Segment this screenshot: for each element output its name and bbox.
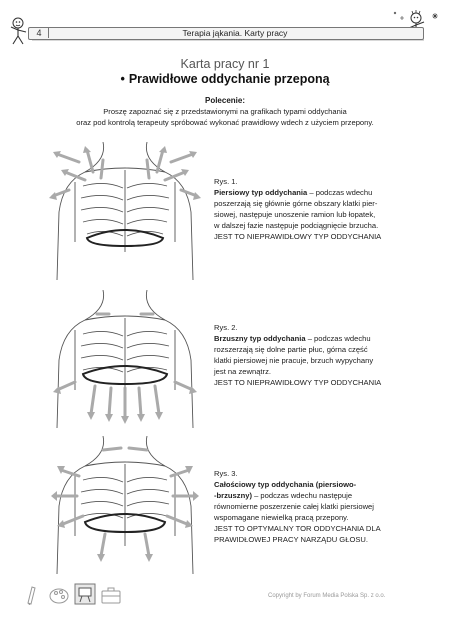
- figure-3-caption: [214, 468, 424, 545]
- card-title: Karta pracy nr 1: [180, 57, 270, 71]
- figure-desc: – podczas wdechu: [307, 334, 371, 343]
- figure-desc: – podczas wdechu: [309, 188, 373, 197]
- figure-name: Całościowy typ oddychania (piersiowo-: [214, 480, 357, 489]
- figure-desc: – podczas wdechu następuje: [254, 491, 353, 500]
- bullet-icon: •: [120, 72, 125, 86]
- header-title: Terapia jąkania. Karty pracy: [182, 28, 288, 38]
- figure-1-caption: [214, 176, 424, 242]
- figure-desc: równomierne poszerzenie całej klatki piersiowej: [214, 502, 374, 511]
- abdominal-breathing-drawing: [45, 290, 205, 430]
- easel-board-icon: [75, 584, 95, 604]
- figure-verdict: JEST TO NIEPRAWIDŁOWY TYP ODDYCHANIA: [214, 232, 382, 241]
- instruction-line: oraz pod kontrolą terapeuty spróbować wykonać prawidłowy wdech z użyciem przepony.: [76, 118, 374, 127]
- figure-verdict: JEST TO NIEPRAWIDŁOWY TYP ODDYCHANIA: [214, 378, 382, 387]
- figure-desc: wspomagane niewielką pracą przepony.: [214, 513, 349, 522]
- figure-name: -brzuszny): [214, 491, 252, 500]
- figure-desc: w dalszej fazie następuje podciągnięcie brzucha.: [214, 221, 379, 230]
- figure-3-illustration: [45, 436, 205, 576]
- instruction-heading: Polecenie:: [204, 96, 245, 105]
- figure-2-illustration: [45, 290, 205, 430]
- copyright: Copyright by Forum Media Polska Sp. z o.o.: [268, 593, 386, 599]
- figure-name: Brzuszny typ oddychania: [214, 334, 306, 343]
- figure-2-caption: [214, 322, 424, 388]
- figure-verdict: JEST TO OPTYMALNY TOR ODDYCHANIA DLA: [214, 524, 381, 533]
- main-title: [0, 72, 450, 86]
- instruction-line: Proszę zapoznać się z przedstawionymi na grafikach typami oddychania: [103, 107, 347, 116]
- pencil-icon: [28, 587, 35, 605]
- figure-desc: jest na zewnątrz.: [214, 367, 271, 376]
- footer-icons: [22, 583, 132, 605]
- figure-desc: siowej, następuje unoszenie ramion lub łopatek,: [214, 210, 376, 219]
- paint-palette-icon: [50, 589, 68, 603]
- figure-desc: rozszerzają się dolne partie płuc, górna część: [214, 345, 368, 354]
- briefcase-icon: [102, 588, 120, 603]
- figure-desc: poszerzają się głównie górne obszary klatki pier-: [214, 199, 378, 208]
- figure-verdict: PRAWIDŁOWEJ PRACY NARZĄDU GŁOSU.: [214, 535, 369, 544]
- figure-name: Piersiowy typ oddychania: [214, 188, 308, 197]
- figure-label: Rys. 1.: [214, 177, 238, 186]
- chest-breathing-drawing: [45, 142, 205, 282]
- full-breathing-drawing: [45, 436, 205, 576]
- figure-desc: klatki piersiowej nie pracuje, brzuch wypychany: [214, 356, 374, 365]
- page-number: 4: [30, 28, 49, 38]
- figure-1-illustration: [45, 142, 205, 282]
- figure-label: Rys. 3.: [214, 469, 238, 478]
- main-title-text: Prawidłowe oddychanie przeponą: [128, 72, 330, 86]
- figure-label: Rys. 2.: [214, 323, 238, 332]
